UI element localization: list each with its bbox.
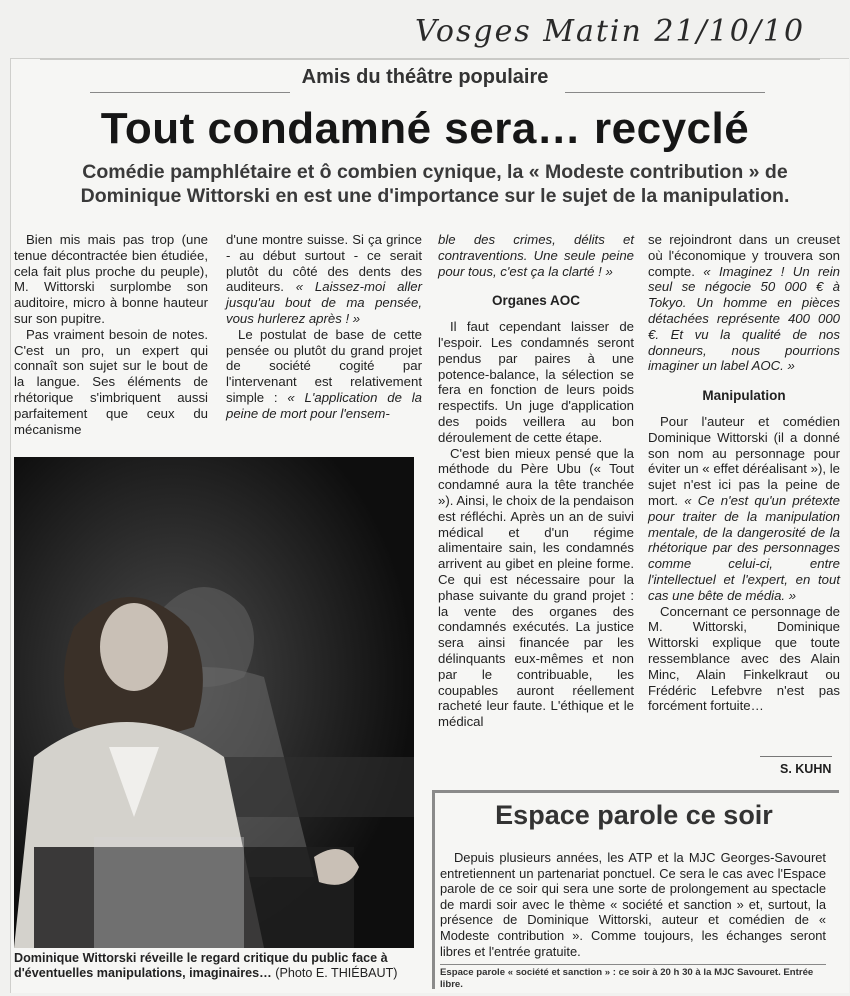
col2-paragraph: d'une montre suisse. Si ça grince - au début surtout - ce serait plutôt du côté des dents des auditeurs. « Laissez-moi aller jusqu'au bout de ma pensée, vous hurlerez après ! » (226, 232, 422, 326)
box-paragraph: Depuis plusieurs années, les ATP et la MJC Georges-Savouret entretiennent un partenariat ponctuel. Ce sera le cas avec l'Espace parole de ce soir qui sera une sorte de prolongement au spectacle de mardi soir avec le thème « société et sanction » et, surtout, la présence de Dominique Wittorski, auteur et comédien de « Modeste contribution ». Comme toujours, les échanges seront libres et l'entrée gratuite. (440, 850, 826, 959)
article-photo (14, 457, 414, 948)
photo-credit: (Photo E. THIÉBAUT) (275, 966, 398, 980)
photo-caption: Dominique Wittorski réveille le regard critique du public face à d'éventuelles manipulations, imaginaires… (Photo E. THIÉBAUT) (14, 951, 398, 980)
col1-paragraph: Bien mis mais pas trop (une tenue décontractée bien étudiée, cela fait plus proche du peuple), M. Wittorski surplombe son auditoire, micro à bonne hauteur sur son pupitre. (14, 232, 208, 326)
col3-paragraph: Il faut cependant laisser de l'espoir. Les condamnés seront pendus par paires à une potence-balance, la sélection se fera en fonction de leurs poids respectifs. Un juge d'application des poids veillera au bon déroulement de cette étape. (438, 319, 634, 445)
subhead-manipulation: Manipulation (702, 388, 786, 404)
col1-paragraph: Pas vraiment besoin de notes. C'est un pro, un expert qui connaît son sujet sur le bout de la langue. Ses éléments de rhétorique s'imbriquent aussi parfaitement que ceux du mécanisme (14, 326, 208, 437)
column-4 (648, 232, 840, 714)
col3-quote: ble des crimes, délits et contraventions. Une seule peine pour tous, c'est ça la clarté ! » (438, 232, 634, 279)
kicker-rule-left (90, 92, 290, 93)
col4-paragraph: Concernant ce personnage de M. Wittorski, Dominique Wittorski explique que toute ressemblance avec des Alain Minc, Alain Finkelkraut ou Frédéric Lefebvre n'est pas forcément fortuite… (648, 603, 840, 714)
kicker-rule-right (565, 92, 765, 93)
column-2 (226, 232, 422, 422)
kicker: Amis du théâtre populaire (301, 66, 549, 88)
byline: S. KUHN (780, 762, 832, 776)
column-3 (438, 232, 634, 730)
subhead-organes-aoc: Organes AOC (491, 293, 581, 309)
box-title: Espace parole ce soir (495, 800, 773, 830)
col2-paragraph: Le postulat de base de cette pensée ou plutôt du grand projet de société cogité par l'intervenant est relativement simple : « L'application de la peine de mort pour l'ensem- (226, 326, 422, 421)
headline: Tout condamné sera… recyclé (100, 104, 750, 153)
box-body (440, 850, 826, 959)
top-divider (40, 58, 820, 60)
column-1 (14, 232, 208, 437)
signature-rule (760, 756, 832, 757)
photo-illustration (14, 457, 414, 948)
deck: Comédie pamphlétaire et ô combien cynique, la « Modeste contribution » de Dominique Wittorski en est une d'importance sur le sujet de la manipulation. (80, 161, 790, 207)
col4-paragraph: Pour l'auteur et comédien Dominique Wittorski (il a donné son nom au personnage pour éviter un « effet déréalisant »), le sujet n'est ici pas la peine de mort. « Ce n'est qu'un prétexte pour traiter de la manipulation mentale, de la dangerosité de la rhétorique par des personnages comme celui-ci, entre l'intellectuel et l'expert, en tout cas une bête de média. » (648, 413, 840, 603)
handwritten-note: Vosges Matin 21/10/10 (415, 14, 806, 49)
col4-paragraph: se rejoindront dans un creuset où l'économique y trouvera son compte. « Imaginez ! Un rein seul se négocie 50 000 € à Tokyo. Un homme en pièces détachées représente 400 000 €. Et vu la qualité de nos donneurs, nous pourrions imaginer un label AOC. » (648, 232, 841, 374)
col3-paragraph: C'est bien mieux pensé que la méthode du Père Ubu (« Tout condamné aura la tête tranchée »). Ainsi, le choix de la pendaison est réfléchi. Après un an de suivi médical et d'un régime alimentaire sain, les condamnés arrivent au gibet en pleine forme. Ce qui est nécessaire pour la phase suivante du grand projet : la vente des organes des condamnés exécutés. La justice sera ainsi financée par les délinquants eux-mêmes et non par le contribuable, les coupables auront réellement racheté leur faute. L'éthique et le médical (438, 445, 634, 730)
box-info-note: Espace parole « société et sanction » : ce soir à 20 h 30 à la MJC Savouret. Entrée libre. (440, 964, 826, 991)
